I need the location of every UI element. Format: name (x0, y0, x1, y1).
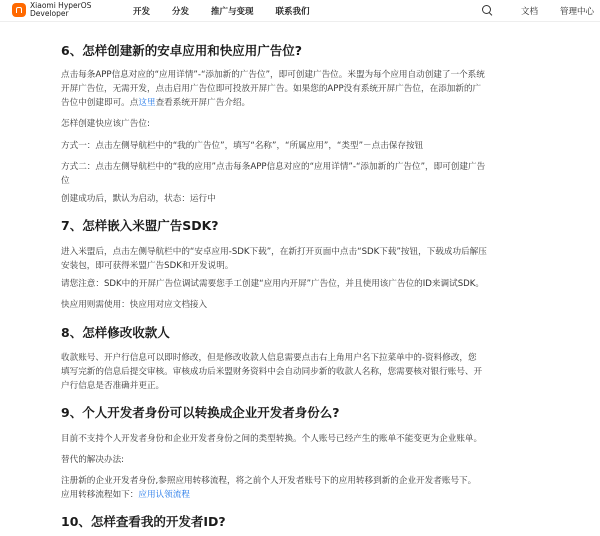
text-line: 告位中创建即可。点这里查看系统开屏广告介绍。 (61, 98, 251, 108)
paragraph (61, 68, 485, 110)
section-title: 8、怎样修改收款人 (61, 325, 170, 340)
hyperos-logo-icon (12, 3, 26, 17)
logo-title: Xiaomi HyperOS (30, 1, 92, 10)
nav-item-distribute[interactable]: 分发 (172, 7, 190, 17)
paragraph (61, 432, 482, 446)
nav-item-promotion[interactable]: 推广与变现 (211, 7, 254, 17)
text-line: 进入米盟后，点击左侧导航栏中的“安卓应用-SDK下载”，在新打开页面中点击“SDK下载”按钮，下载成功后解压 (61, 247, 487, 257)
text-line: 收款账号、开户行信息可以即时修改，但是修改收款人信息需要点击右上角用户名下拉菜单中的-资料修改，您 (61, 353, 477, 363)
text-line: 户行信息是否准确并更正。 (61, 381, 165, 391)
text-line: 开屏广告位，无需开发，点击启用广告位即可投放开屏广告。如果您的APP没有系统开屏广告位，在添加新的广 (61, 84, 482, 94)
text-line: 位 (61, 176, 70, 186)
text-line: 替代的解决办法: (61, 455, 125, 465)
text-line: 请您注意：SDK中的开屏广告位调试需要您手工创建“应用内开屏”广告位，并且使用该广告位的ID来调试SDK。 (61, 279, 485, 289)
text-line: 填写完新的信息后提交审核。审核成功后米盟财务资料中会自动同步新的收款人名称，您需要核对银行账号、开 (61, 367, 483, 377)
nav-item-contact[interactable]: 联系我们 (275, 7, 310, 17)
text-line: 点击每条APP信息对应的“应用详情”-“添加新的广告位”，即可创建广告位。米盟为每个应用自动创建了一个系统 (61, 70, 485, 80)
logo[interactable] (12, 2, 91, 18)
paragraph (61, 192, 216, 206)
text-line: 怎样创建快应该广告位: (61, 119, 150, 129)
paragraph (61, 277, 484, 291)
text-line: 安装包，即可获得米盟广告SDK和开发说明。 (61, 261, 234, 271)
section-title: 9、个人开发者身份可以转换成企业开发者身份么? (61, 405, 340, 420)
text-line: 创建成功后，默认为启动，状态：运行中 (61, 194, 216, 204)
paragraph (61, 351, 482, 393)
logo-subtitle: Developer (30, 9, 69, 18)
section-title: 10、怎样查看我的开发者ID? (61, 514, 226, 529)
main-nav (133, 5, 332, 17)
section-title: 7、怎样嵌入米盟广告SDK? (61, 218, 219, 233)
header-right (481, 4, 594, 17)
system-splash-link[interactable]: 这里 (138, 98, 156, 108)
paragraph (61, 474, 476, 502)
paragraph (61, 139, 423, 153)
paragraph (61, 160, 485, 188)
text-line: 应用转移流程如下：应用认领流程 (61, 490, 190, 500)
paragraph (61, 298, 207, 312)
admin-center-link[interactable]: 管理中心 (559, 6, 594, 17)
paragraph (61, 245, 487, 273)
nav-item-develop[interactable]: 开发 (133, 7, 151, 17)
app-claim-process-link[interactable]: 应用认领流程 (138, 490, 190, 500)
text-line: 方式二：点击左侧导航栏中的“我的应用”点击每条APP信息对应的“应用详情”-“添加新的广告位”，即可创建广告 (61, 162, 486, 172)
docs-link[interactable]: 文档 (520, 6, 538, 17)
search-icon[interactable] (481, 5, 493, 17)
paragraph (61, 453, 124, 467)
text-line: 方式一：点击左侧导航栏中的“我的广告位”，填写“名称”，“所属应用”，“类型”－点击保存按钮 (61, 141, 424, 151)
text-line: 快应用则需使用：快应用对应文档接入 (61, 300, 208, 310)
text-line: 注册新的企业开发者身份,参照应用转移流程，将之前个人开发者账号下的应用转移到新的企业开发者账号下。 (61, 476, 477, 486)
paragraph (61, 117, 150, 131)
section-title: 6、怎样创建新的安卓应用和快应用广告位? (61, 43, 302, 58)
text-line: 目前不支持个人开发者身份和企业开发者身份之间的类型转换。个人账号已经产生的账单不能变更为企业账单。 (61, 434, 483, 444)
top-header (0, 0, 600, 22)
